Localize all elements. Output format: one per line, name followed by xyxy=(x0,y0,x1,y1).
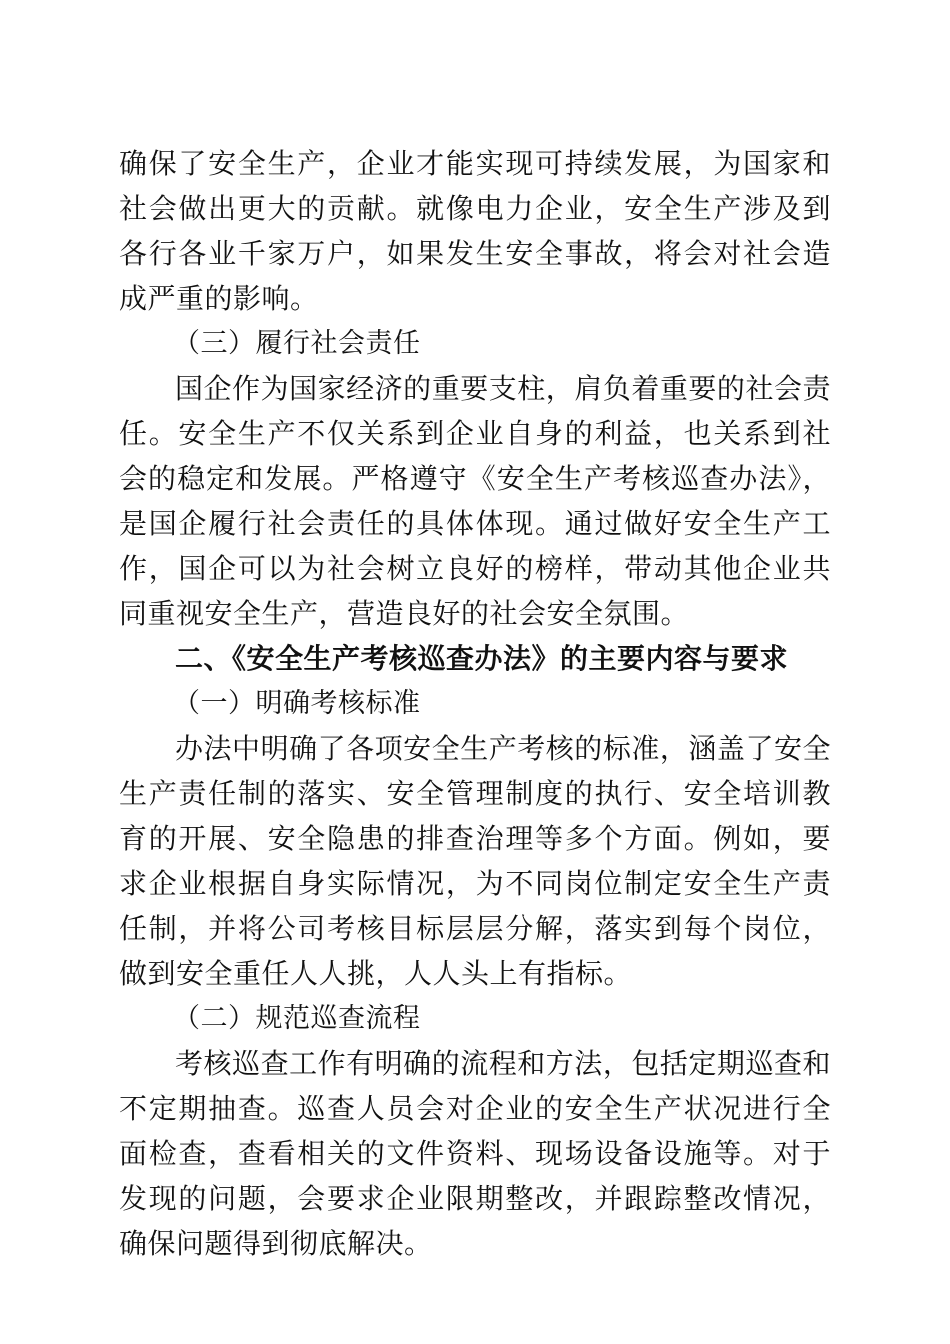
document-body xyxy=(119,141,831,1266)
paragraph-social-responsibility: 国企作为国家经济的重要支柱，肩负着重要的社会责任。安全生产不仅关系到企业自身的利益，也关系到社会的稳定和发展。严格遵守《安全生产考核巡查办法》，是国企履行社会责任的具体体现。通过做好安全生产工作，国企可以为社会树立良好的榜样，带动其他企业共同重视安全生产，营造良好的社会安全氛围。 xyxy=(119,372,831,630)
subheading-assessment-standards: （一）明确考核标准 xyxy=(173,688,421,719)
paragraph-assessment-standards: 办法中明确了各项安全生产考核的标准，涵盖了安全生产责任制的落实、安全管理制度的执行、安全培训教育的开展、安全隐患的排查治理等多个方面。例如，要求企业根据自身实际情况，为不同岗位制定安全生产责任制，并将公司考核目标层层分解，落实到每个岗位，做到安全重任人人挑，人人头上有指标。 xyxy=(119,732,831,990)
paragraph-inspection-process: 考核巡查工作有明确的流程和方法，包括定期巡查和不定期抽查。巡查人员会对企业的安全生产状况进行全面检查，查看相关的文件资料、现场设备设施等。对于发现的问题，会要求企业限期整改，并跟踪整改情况，确保问题得到彻底解决。 xyxy=(119,1047,831,1260)
section-heading-main-content: 二、《安全生产考核巡查办法》的主要内容与要求 xyxy=(175,642,789,675)
paragraph-continued: 确保了安全生产，企业才能实现可持续发展，为国家和社会做出更大的贡献。就像电力企业，安全生产涉及到各行各业千家万户，如果发生安全事故，将会对社会造成严重的影响。 xyxy=(119,147,831,315)
subheading-inspection-process: （二）规范巡查流程 xyxy=(173,1003,421,1034)
subheading-fulfill-social-responsibility: （三）履行社会责任 xyxy=(173,328,421,359)
